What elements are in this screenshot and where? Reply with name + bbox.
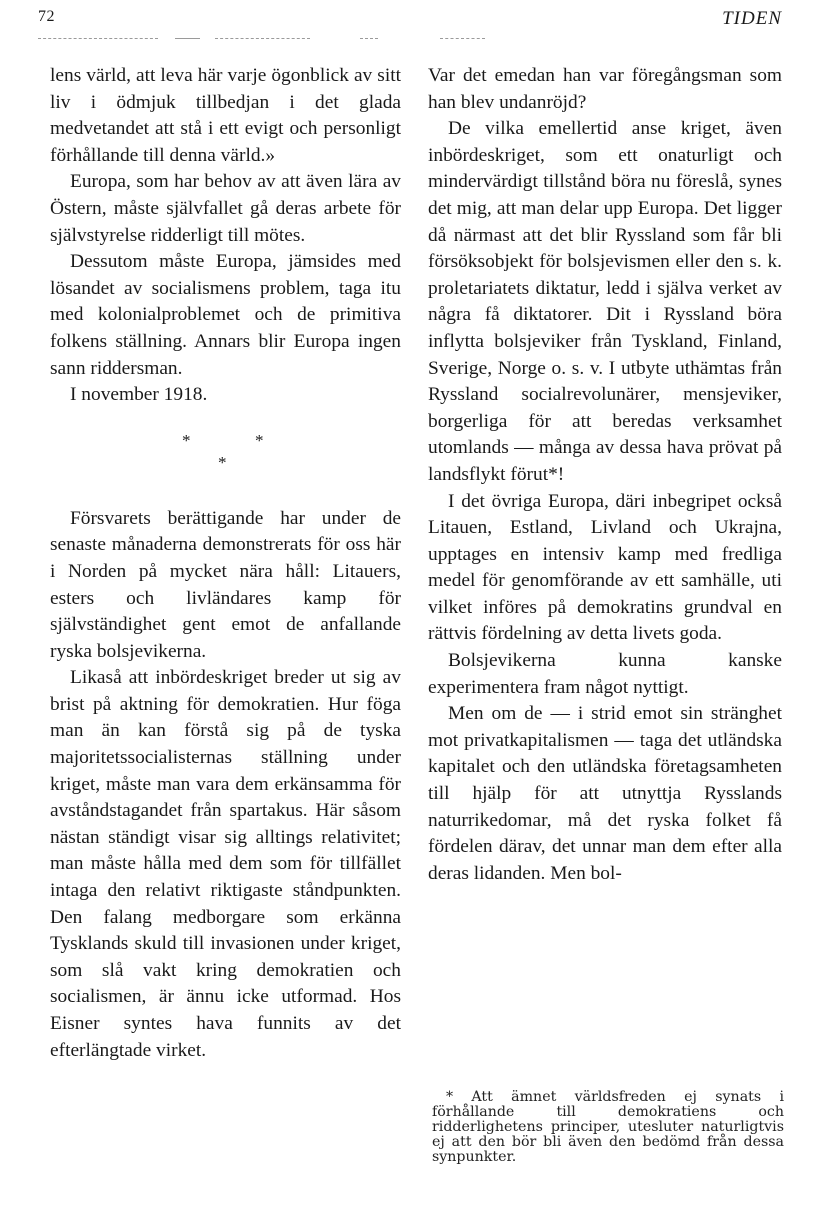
header-rule xyxy=(360,38,378,39)
paragraph: Likaså att inbördeskriget breder ut sig av brist på aktning för demokratien. Hur föga man än kan förstå sig på de tyska majoritetssocialisternas ställning under kriget, måste man vara dem erkänsamma för avståndstagandet från spartakus. Här såsom nästan ständigt visar sig alltings relativitet; man måste hålla med dem som för tillfället intaga den relativt riktigaste ståndpunkten. Den falang medborgare som erkänna Tysklands skuld till invasionen under kriget, som slå vakt kring demokratien och socialismen, är ännu icke utformad. Hos Eisner syntes hava funnits av det efterlängtade virket. xyxy=(50,667,401,1061)
paragraph: Europa, som har behov av att även lära av Östern, måste självfallet gå deras arbete för självstyrelse ridderligt till mötes. xyxy=(50,171,401,246)
header-rule xyxy=(38,38,158,39)
page-header xyxy=(0,8,832,48)
header-rule xyxy=(215,38,310,39)
paragraph: Var det emedan han var föregångsman som han blev undanröjd? xyxy=(428,65,782,113)
right-column xyxy=(428,63,782,887)
asterisk: * xyxy=(218,452,227,472)
footnote: * Att ämnet världsfreden ej synats i förhållande till demokratiens och ridderlighetens principer, utesluter naturligtvis ej att den bör bli även den bedömd från dessa synpunkter. xyxy=(432,1089,784,1165)
paragraph: Dessutom måste Europa, jämsides med lösandet av socialismens problem, taga itu med kolonialproblemet och de primitiva folkens ställning. Annars blir Europa ingen sann riddersman. xyxy=(50,251,401,379)
journal-title: TIDEN xyxy=(722,8,782,29)
asterisk: * xyxy=(255,430,264,450)
paragraph: Försvarets berättigande har under de senaste månaderna demonstrerats för oss här i Norden på mycket nära håll: Litauers, esters och livländares kamp för självständighet gent emot de anfallande ryska bolsjevikerna. xyxy=(50,507,401,662)
section-break-asterism xyxy=(50,431,401,497)
paragraph: Men om de — i strid emot sin stränghet mot privatkapitalismen — taga det utländska kapitalet och den utländska företagsamheten till hjälp för att utnyttja Rysslands naturrikedomar, må det ryska folket få fördelen därav, det unnar man dem efter alla deras lidanden. Men bol- xyxy=(428,703,782,884)
header-rule xyxy=(440,38,485,39)
paragraph: De vilka emellertid anse kriget, även inbördeskriget, som ett onaturligt och mindervärdigt tillstånd böra nu föreslå, synes det mig, att man delar upp Europa. Det ligger då närmast att det blir Ryssland som får bli försöksobjekt för bolsjevismen eller den s. k. proletariatets diktatur, ledd i själva verket av några få diktatorer. Dit i Ryssland böra inflytta bolsjeviker från Tyskland, Finland, Sverige, Norge o. s. v. I utbyte uthämtas från Ryssland socialrevolunärer, mensjeviker, borgerliga för att beredas verksamhet utomlands — många av dessa hava prövat på landsflykt förut*! xyxy=(428,118,782,485)
left-column xyxy=(50,63,401,1064)
header-rule xyxy=(175,38,200,39)
page-number: 72 xyxy=(38,8,55,25)
asterisk: * xyxy=(182,430,191,450)
dateline: I november 1918. xyxy=(70,384,208,406)
paragraph: Bolsjevikerna kunna kanske experimentera fram något nyttigt. xyxy=(428,650,782,698)
paragraph: lens värld, att leva här varje ögonblick av sitt liv i ödmjuk tillbedjan i det glada medvetandet att stå i ett evigt och personligt förhållande till denna värld.» xyxy=(50,65,401,166)
paragraph: I det övriga Europa, däri inbegripet också Litauen, Estland, Livland och Ukrajna, upptages en intensiv kamp med fredliga medel för genomförande av ett samhälle, uti vilket införes på demokratins grundval en rättvis fördelning av detta livets goda. xyxy=(428,490,782,645)
